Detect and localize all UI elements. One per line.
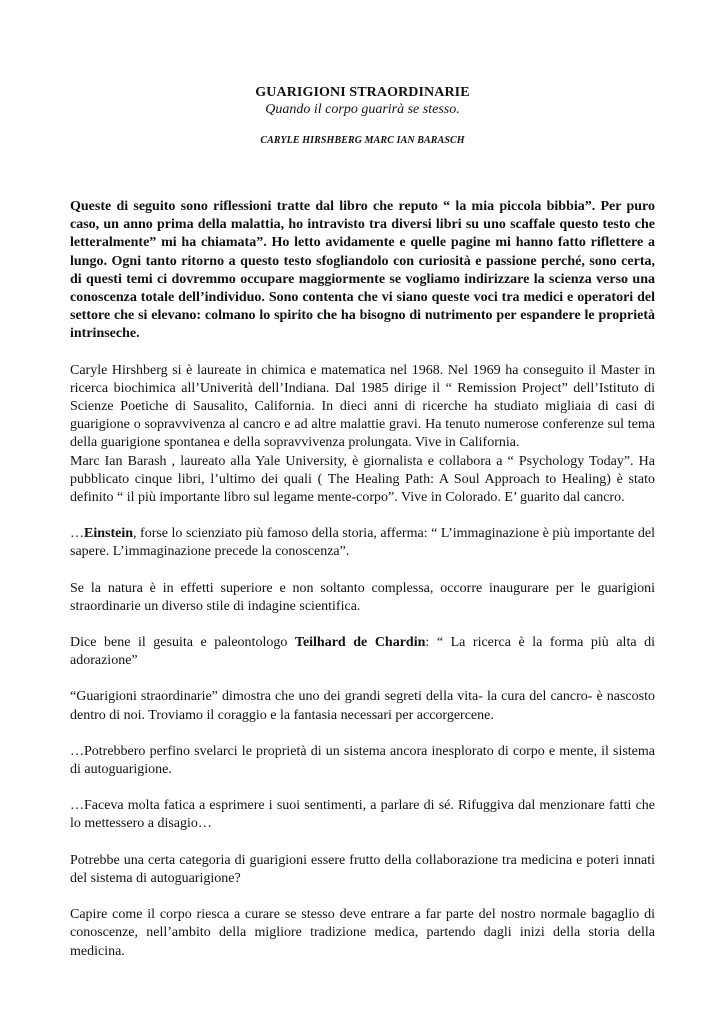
nature-paragraph: Se la natura è in effetti superiore e non soltanto complessa, occorre inaugurare per le guarigioni straordinarie un diverso stile di indagine scientifica. [70,580,655,614]
bio-hirshberg-paragraph: Caryle Hirshberg si è laureate in chimica e matematica nel 1968. Nel 1969 ha conseguito il Master in ricerca biochimica all’Univerità dell’Indiana. Dal 1985 dirige il “ Remission Project” dell’Istituto di Scienze Poetiche di Sausalito, California. In dieci anni di ricerche ha studiato migliaia di casi di guarigione o sopravvivenza al cancro e ad altre malattie gravi. Ha tenuto numerose conferenze sul tema della guarigione spontanea e della sopravvivenza prolungata. Vive in California. [70,362,655,451]
einstein-name: Einstein [84,526,134,542]
einstein-lead: … [70,526,84,542]
document-authors: CARYLE HIRSHBERG MARC IAN BARASCH [260,135,465,146]
einstein-paragraph [70,525,655,561]
document-subtitle: Quando il corpo guarirà se stesso. [265,102,460,117]
bio-barasch-paragraph: Marc Ian Barash , laureato alla Yale University, è giornalista e collabora a “ Psychology Today”. Ha pubblicato cinque libri, l’ultimo dei quali ( The Healing Path: A Soul Approach to Healing) è stato definito “ il più importante libro sul legame mente-corpo”. Vive in Colorado. E’ guarito dal cancro. [70,453,655,506]
chardin-paragraph [70,634,655,670]
document-page [70,0,655,1024]
einstein-rest: , forse lo scienziato più famoso della storia, afferma: “ L’immaginazione è più importante del sapere. L’immaginazione precede la conoscenza”. [70,526,655,560]
system-paragraph: …Potrebbero perfino svelarci le proprietà di un sistema ancora inesplorato di corpo e mente, il sistema di autoguarigione. [70,743,655,778]
category-paragraph: Potrebbe una certa categoria di guarigioni essere frutto della collaborazione tra medicina e poteri innati del sistema di autoguarigione? [70,852,655,886]
document-title: GUARIGIONI STRAORDINARIE [255,85,470,100]
chardin-lead: Dice bene il gesuita e paleontologo [70,635,295,651]
document-header [70,84,655,147]
intro-paragraph: Queste di seguito sono riflessioni tratte dal libro che reputo “ la mia piccola bibbia”. Per puro caso, un anno prima della malattia, ho intravisto tra diversi libri su uno scaffale questo testo che letteralmente” mi ha chiamata”. Ho letto avidamente e quelle pagine mi hanno fatto riflettere a lungo. Ogni tanto ritorno a questo testo sfogliandolo con curiosità e passione perché, sono certa, di questi temi ci dovremmo occupare maggiormente se vogliamo indirizzare la scienza verso una conoscenza totale dell’individuo. Sono contenta che vi siano queste voci tra medici e operatori del settore che si elevano: colmano lo spirito che ha bisogno di nutrimento per espandere le proprietà intrinseche. [70,199,655,342]
chardin-name: Teilhard de Chardin [294,635,426,651]
chardin-rest: : “ La ricerca è la forma più alta di adorazione” [70,635,655,669]
feelings-paragraph: …Faceva molta fatica a esprimere i suoi sentimenti, a parlare di sé. Rifuggiva dal menzionare fatti che lo mettessero a disagio… [70,798,655,832]
understand-paragraph: Capire come il corpo riesca a curare se stesso deve entrare a far parte del nostro normale bagaglio di conoscenze, nell’ambito della migliore tradizione medica, partendo dagli inizi della storia della medicina. [70,907,655,959]
secret-paragraph: “Guarigioni straordinarie” dimostra che uno dei grandi segreti della vita- la cura del cancro- è nascosto dentro di noi. Troviamo il coraggio e la fantasia necessari per accorgercene. [70,689,655,723]
